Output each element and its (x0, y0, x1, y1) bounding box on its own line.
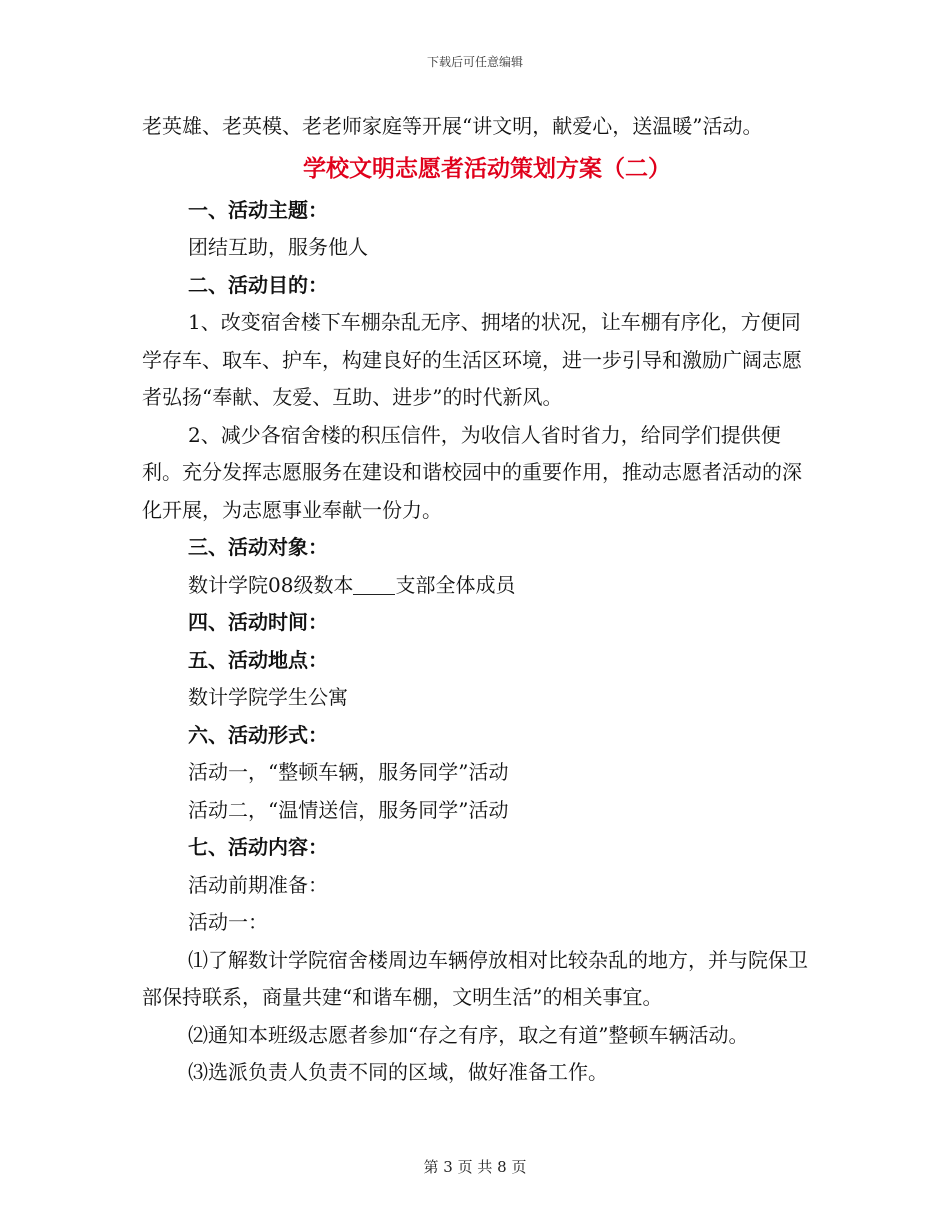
target-text-after: 支部全体成员 (395, 572, 516, 597)
blank-underline (353, 574, 395, 595)
content-step-1: ⑴了解数计学院宿舍楼周边车辆停放相对比较杂乱的地方，并与院保卫部保持联系，商量共建“和谐车棚，文明生活”的相关事宜。 (142, 947, 808, 1009)
section-heading-purpose: 二、活动目的： (188, 272, 328, 297)
document-title: 学校文明志愿者活动策划方案（二） (303, 154, 671, 182)
form-item-2: 活动二，“温情送信，服务同学”活动 (188, 797, 509, 822)
document-body (142, 108, 812, 1092)
target-text-before: 数计学院08级数本 (188, 572, 354, 597)
theme-text: 团结互助，服务他人 (188, 235, 368, 259)
section-heading-place: 五、活动地点： (188, 647, 328, 672)
section-heading-target: 三、活动对象： (188, 535, 328, 559)
content-prep: 活动前期准备： (188, 872, 328, 897)
section-heading-theme: 一、活动主题： (188, 197, 328, 222)
content-activity-1: 活动一： (188, 910, 268, 934)
section-heading-content: 七、活动内容： (188, 835, 328, 859)
intro-paragraph: 老英雄、老英模、老老师家庭等开展“讲文明，献爱心，送温暖”活动。 (142, 114, 763, 138)
form-item-1: 活动一，“整顿车辆，服务同学”活动 (188, 760, 509, 784)
page-footer: 第 3 页 共 8 页 (423, 1158, 527, 1176)
section-heading-form: 六、活动形式： (188, 722, 328, 747)
page-header: 下载后可任意编辑 (426, 55, 523, 69)
target-text (142, 567, 812, 605)
purpose-paragraph-2: 2、减少各宿舍楼的积压信件，为收信人省时省力，给同学们提供便利。充分发挥志愿服务在建设和谐校园中的重要作用，推动志愿者活动的深化开展，为志愿事业奉献一份力。 (142, 422, 802, 522)
place-text: 数计学院学生公寓 (188, 685, 348, 709)
section-heading-time: 四、活动时间： (188, 610, 328, 634)
content-step-2: ⑵通知本班级志愿者参加“存之有序，取之有道”整顿车辆活动。 (188, 1022, 749, 1047)
content-step-3: ⑶选派负责人负责不同的区域，做好准备工作。 (188, 1060, 608, 1084)
purpose-paragraph-1: 1、改变宿舍楼下车棚杂乱无序、拥堵的状况，让车棚有序化，方便同学存车、取车、护车，构建良好的生活区环境，进一步引导和激励广阔志愿者弘扬“奉献、友爱、互助、进步”的时代新风。 (142, 310, 802, 409)
